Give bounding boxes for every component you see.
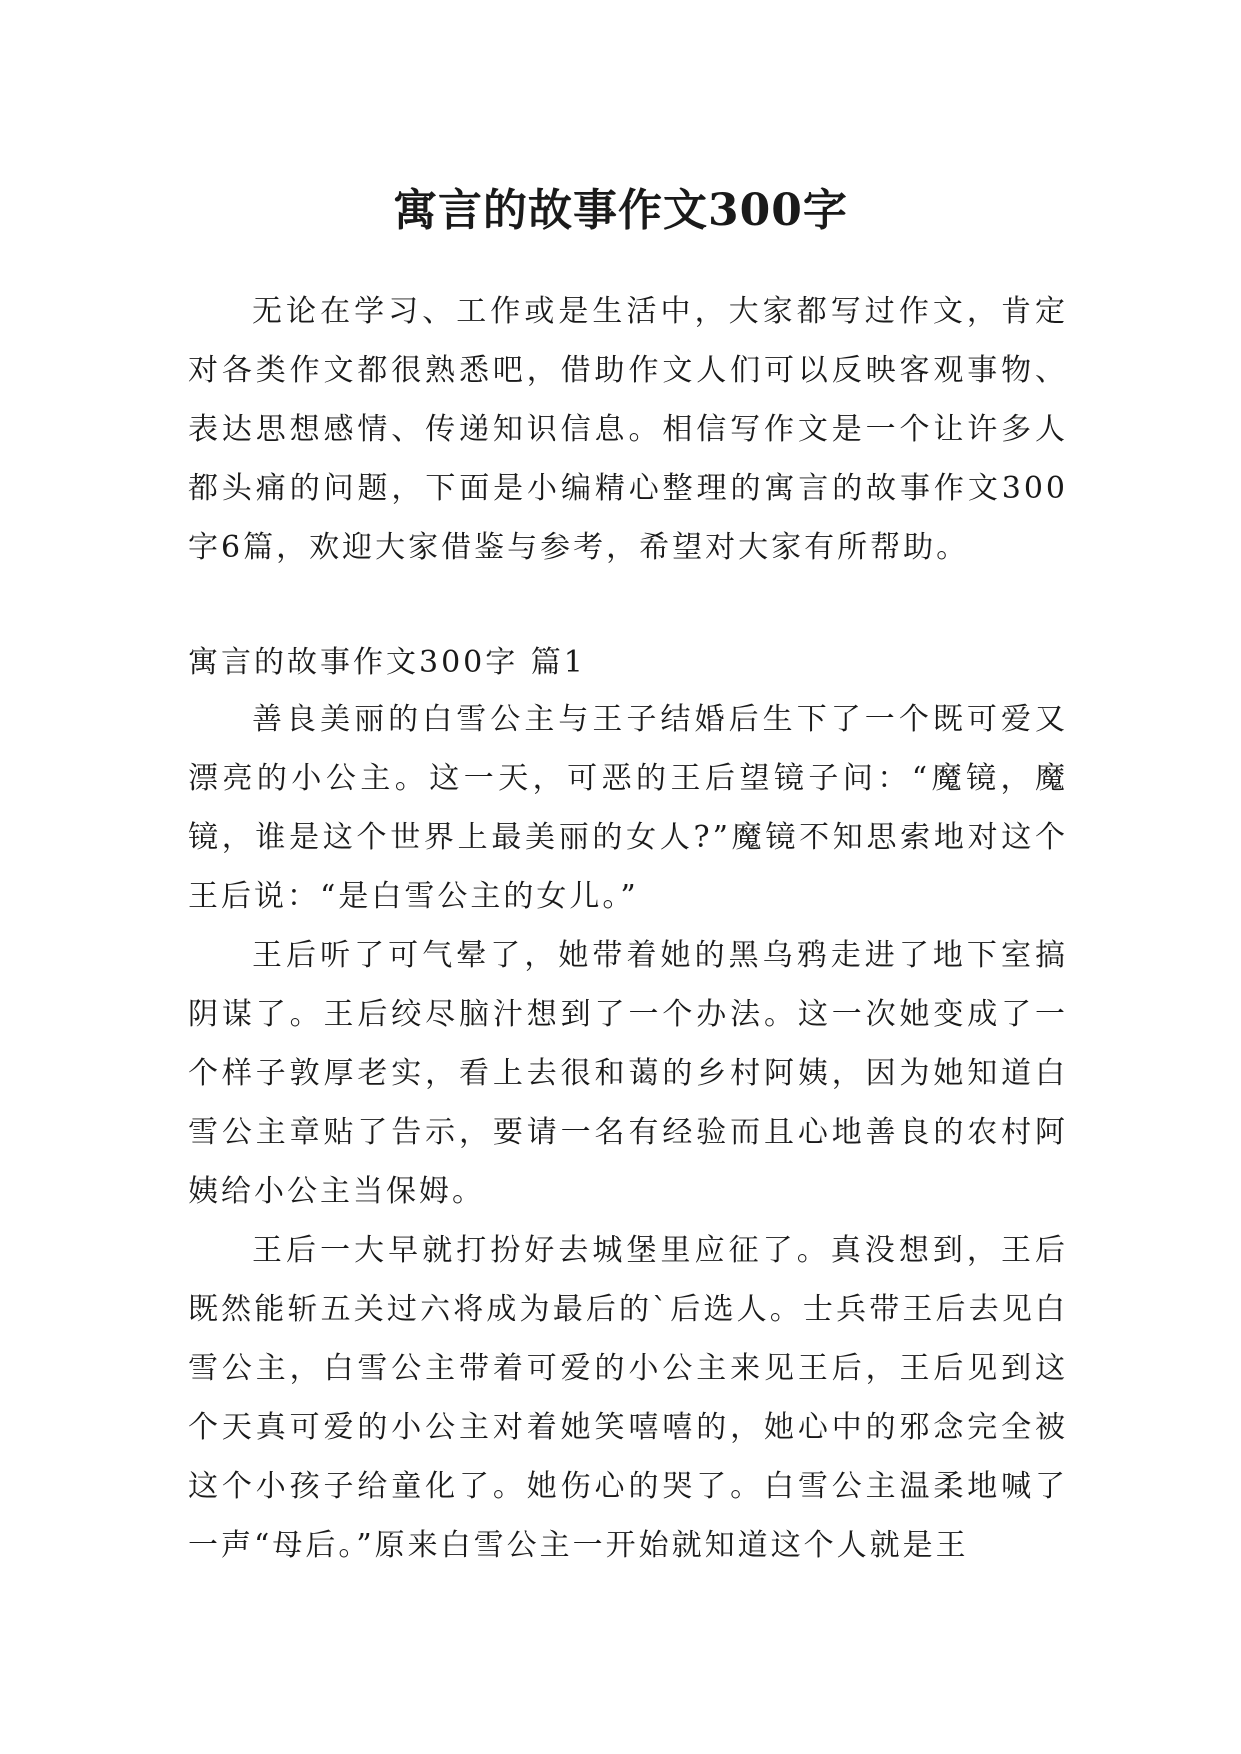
story-paragraph-3: 王后一大早就打扮好去城堡里应征了。真没想到，王后既然能斩五关过六将成为最后的`后选人。士兵带王后去见白雪公主，白雪公主带着可爱的小公主来见王后，王后见到这个天真可爱的小公主对着她笑嘻嘻的，她心中的邪念完全被这个小孩子给童化了。她伤心的哭了。白雪公主温柔地喊了一声“母后。”原来白雪公主一开始就知道这个人就是王 [188,1233,1068,1563]
intro-paragraph: 无论在学习、工作或是生活中，大家都写过作文，肯定对各类作文都很熟悉吧，借助作文人们可以反映客观事物、表达思想感情、传递知识信息。相信写作文是一个让许多人都头痛的问题，下面是小编精心整理的寓言的故事作文300字6篇，欢迎大家借鉴与参考，希望对大家有所帮助。 [188,294,1068,565]
story-paragraph-2: 王后听了可气晕了，她带着她的黑乌鸦走进了地下室搞阴谋了。王后绞尽脑汁想到了一个办法。这一次她变成了一个样子敦厚老实，看上去很和蔼的乡村阿姨，因为她知道白雪公主章贴了告示，要请一名有经验而且心地善良的农村阿姨给小公主当保姆。 [188,938,1068,1209]
story-body [188,690,1068,1575]
document-title: 寓言的故事作文300字 [393,185,848,237]
section-heading: 寓言的故事作文300字 篇1 [188,645,586,680]
story-paragraph-1: 善良美丽的白雪公主与王子结婚后生下了一个既可爱又漂亮的小公主。这一天，可恶的王后望镜子问：“魔镜，魔镜，谁是这个世界上最美丽的女人?”魔镜不知思索地对这个王后说：“是白雪公主的女儿。” [188,702,1068,914]
